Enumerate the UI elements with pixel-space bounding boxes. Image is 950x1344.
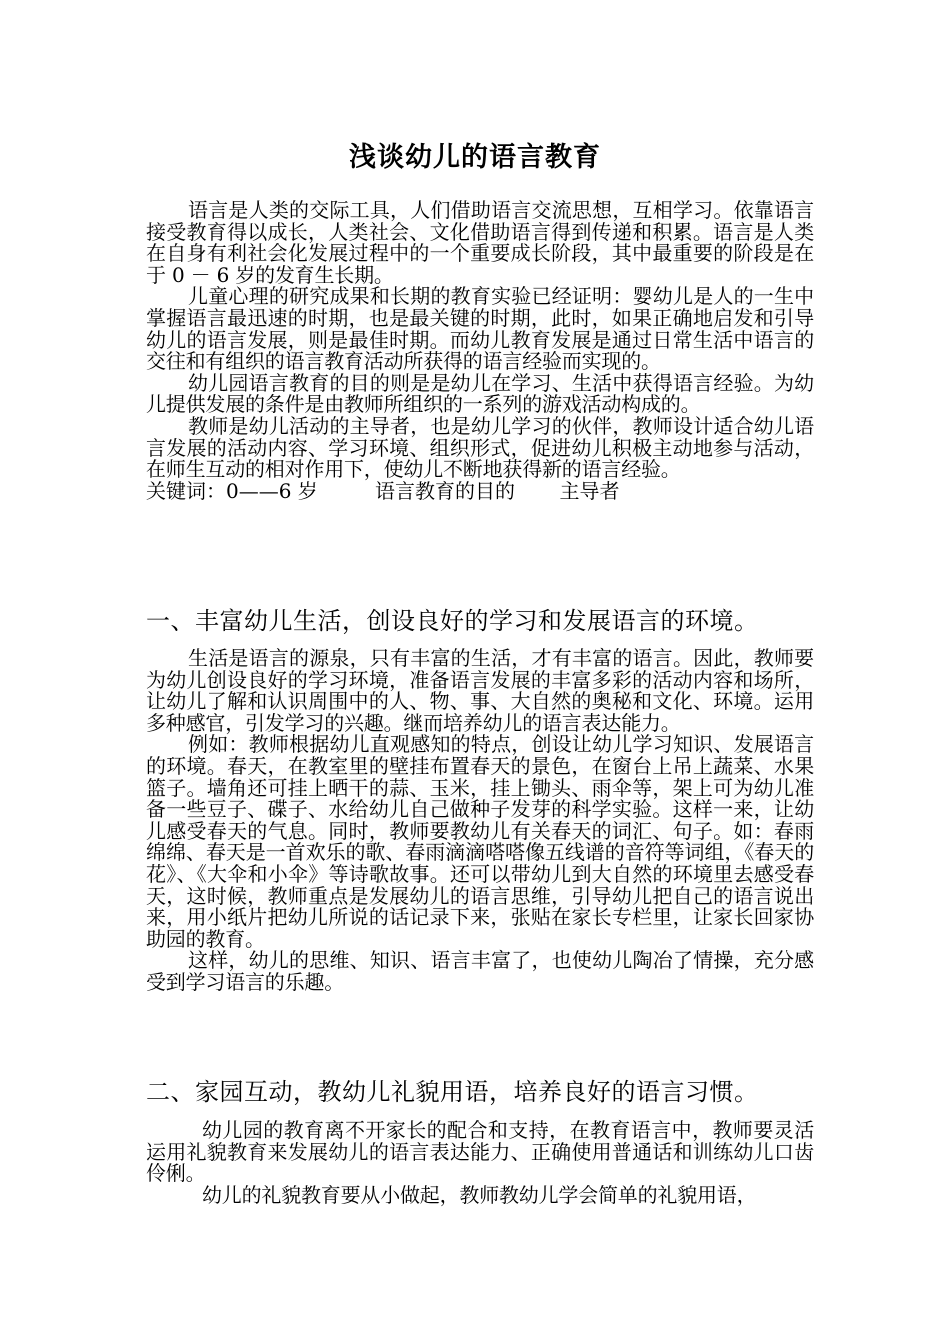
section-2	[146, 1078, 814, 1106]
section-1-paragraph-3: 这样，幼儿的思维、知识、语言丰富了，也使幼儿陶冶了情操，充分感受到学习语言的乐趣。	[146, 948, 814, 994]
intro-paragraph-2: 儿童心理的研究成果和长期的教育实验已经证明：婴幼儿是人的一生中掌握语言最迅速的时期，也是最关键的时期，此时，如果正确地启发和引导幼儿的语言发展，则是最佳时期。而幼儿教育发展是通过日常生活中语言的交往和有组织的语言教育活动所获得的语言经验而实现的。	[146, 284, 814, 374]
intro-section	[146, 200, 814, 502]
keywords-line: 关键词：0——6 岁 语言教育的目的 主导者	[146, 478, 620, 503]
section-1-body	[146, 648, 814, 994]
section-1-heading: 一、丰富幼儿生活，创设良好的学习和发展语言的环境。	[146, 607, 759, 635]
document-title: 浅谈幼儿的语言教育	[349, 142, 601, 173]
section-2-body	[146, 1120, 814, 1206]
section-2-heading: 二、家园互动，教幼儿礼貌用语，培养良好的语言习惯。	[146, 1078, 759, 1106]
section-1-paragraph-2: 例如：教师根据幼儿直观感知的特点，创设让幼儿学习知识、发展语言的环境。春天，在教室里的壁挂布置春天的景色，在窗台上吊上蔬菜、水果篮子。墙角还可挂上晒干的蒜、玉米，挂上锄头、雨伞等，架上可为幼儿准备一些豆子、碟子、水给幼儿自己做种子发芽的科学实验。这样一来，让幼儿感受春天的气息。同时，教师要教幼儿有关春天的词汇、句子。如：春雨绵绵、春天是一首欢乐的歌、春雨滴滴嗒嗒像五线谱的音符等词组，《春天的花》、《大伞和小伞》等诗歌故事。还可以带幼儿到大自然的环境里去感受春天，这时候，教师重点是发展幼儿的语言思维，引导幼儿把自己的语言说出来，用小纸片把幼儿所说的话记录下来，张贴在家长专栏里，让家长回家协助园的教育。	[146, 732, 814, 951]
intro-paragraph-1: 语言是人类的交际工具，人们借助语言交流思想，互相学习。依靠语言接受教育得以成长，人类社会、文化借助语言得到传递和积累。语言是人类在自身有利社会化发展过程中的一个重要成长阶段，其中最重要的阶段是在于 0 － 6 岁的发育生长期。	[146, 198, 814, 287]
section-1-paragraph-1: 生活是语言的源泉，只有丰富的生活，才有丰富的语言。因此，教师要为幼儿创设良好的学习环境，准备语言发展的丰富多彩的活动内容和场所，让幼儿了解和认识周围中的人、物、事、大自然的奥秘和文化、环境。运用多种感官，引发学习的兴趣。继而培养幼儿的语言表达能力。	[146, 646, 814, 735]
section-2-paragraph-2: 幼儿的礼貌教育要从小做起，教师教幼儿学会简单的礼貌用语，	[202, 1182, 757, 1207]
section-2-paragraph-1: 幼儿园的教育离不开家长的配合和支持，在教育语言中，教师要灵活运用礼貌教育来发展幼儿的语言表达能力、正确使用普通话和训练幼儿口齿伶俐。	[146, 1118, 814, 1186]
intro-paragraph-4: 教师是幼儿活动的主导者，也是幼儿学习的伙伴，教师设计适合幼儿语言发展的活动内容、学习环境、组织形式，促进幼儿积极主动地参与活动，在师生互动的相对作用下，使幼儿不断地获得新的语言经验。	[146, 413, 814, 482]
intro-paragraph-3: 幼儿园语言教育的目的则是是幼儿在学习、生活中获得语言经验。为幼儿提供发展的条件是由教师所组织的一系列的游戏活动构成的。	[146, 370, 814, 417]
section-1	[146, 607, 814, 635]
